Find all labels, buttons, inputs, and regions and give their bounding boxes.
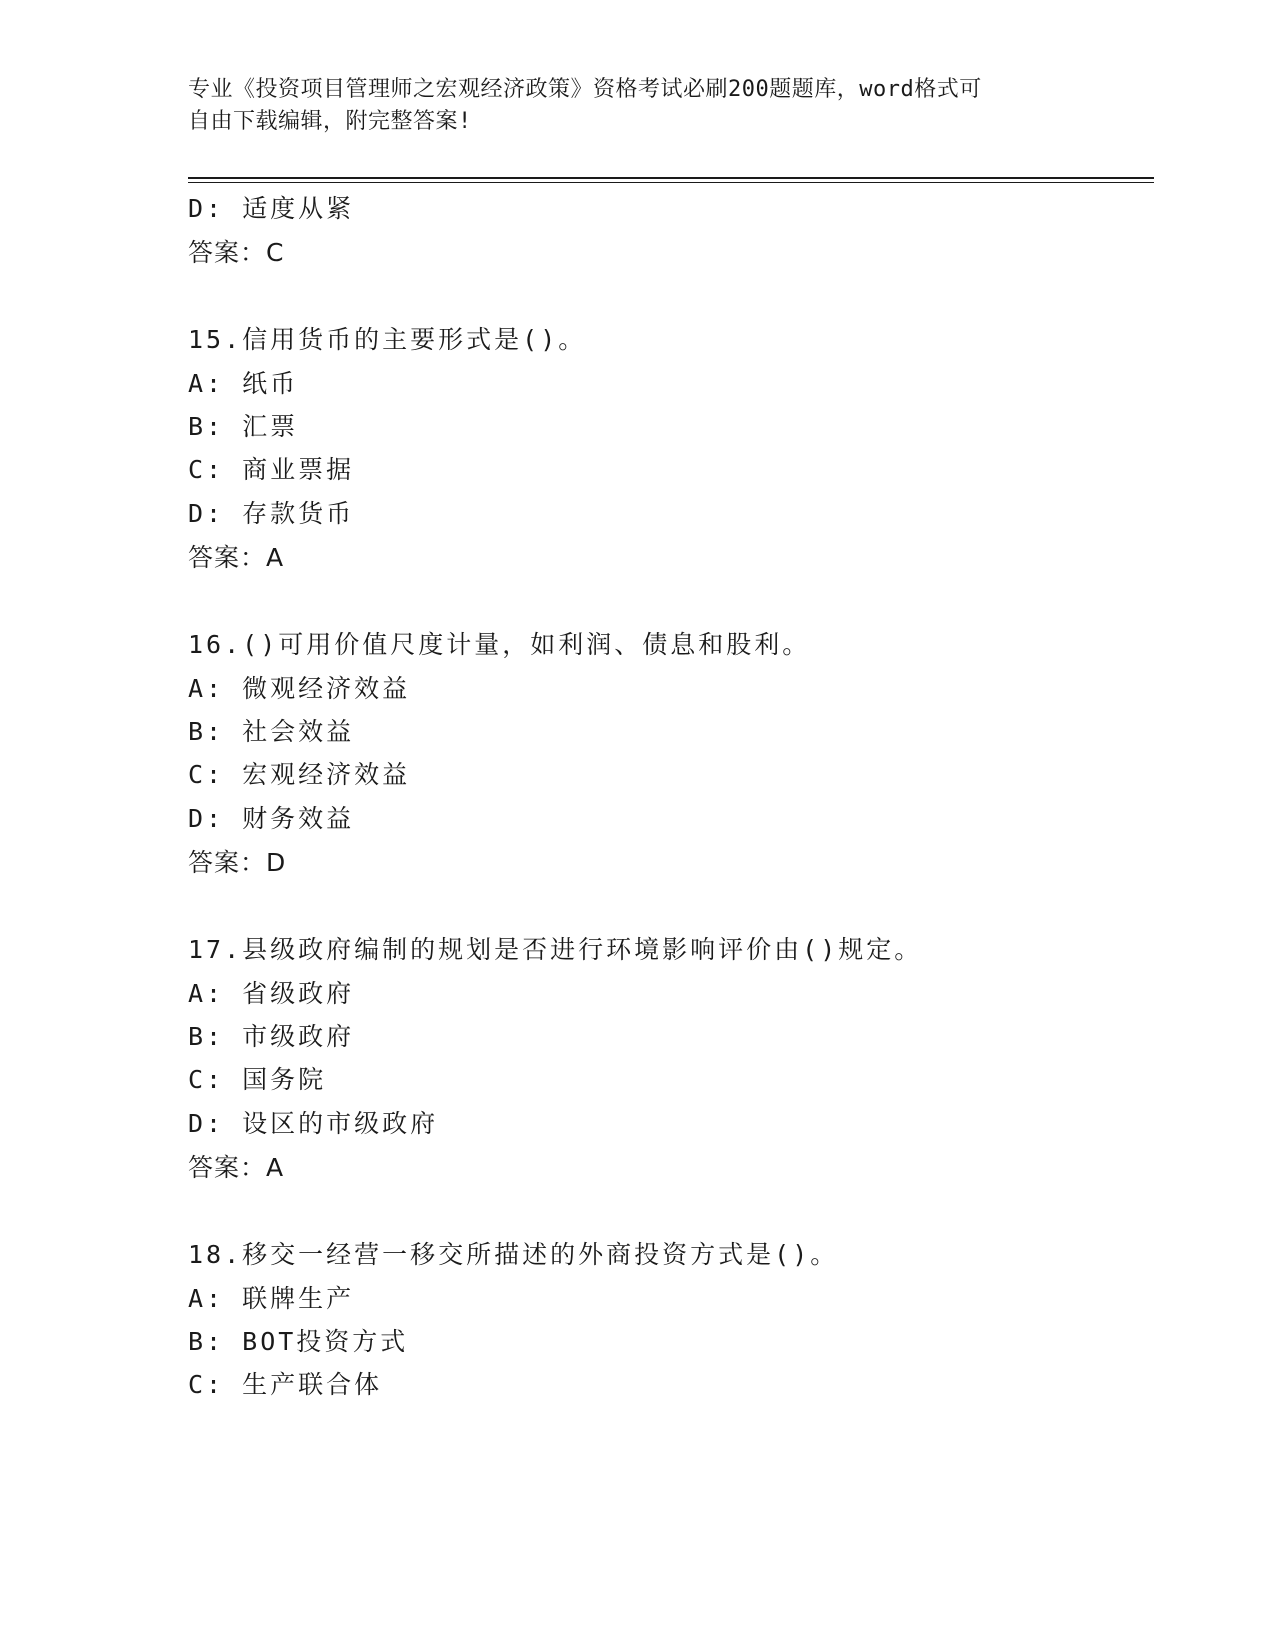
prev-option-d: D: 适度从紧 [188, 194, 355, 223]
q16-option-d: D: 财务效益 [188, 804, 355, 833]
header-line-2: 自由下载编辑，附完整答案! [188, 109, 472, 134]
header-line-1: 专业《投资项目管理师之宏观经济政策》资格考试必刷200题题库，word格式可 [188, 77, 982, 102]
header-divider-thick [188, 177, 1154, 179]
q16-option-a: A: 微观经济效益 [188, 674, 411, 703]
q15-option-c: C: 商业票据 [188, 455, 355, 484]
q17-answer: 答案：A [188, 1153, 285, 1182]
q18-stem: 18.移交一经营一移交所描述的外商投资方式是()。 [188, 1240, 839, 1269]
q15-option-a: A: 纸币 [188, 369, 299, 398]
q15-option-d: D: 存款货币 [188, 499, 355, 528]
q16-option-b: B: 社会效益 [188, 717, 355, 746]
q17-option-c: C: 国务院 [188, 1065, 327, 1094]
q17-option-a: A: 省级政府 [188, 979, 355, 1008]
document-header [188, 74, 1088, 138]
q16-option-c: C: 宏观经济效益 [188, 760, 411, 789]
q15-answer: 答案：A [188, 543, 285, 572]
q18-option-c: C: 生产联合体 [188, 1370, 383, 1399]
q18-option-a: A: 联牌生产 [188, 1284, 355, 1313]
q17-option-d: D: 设区的市级政府 [188, 1109, 439, 1138]
q15-stem: 15.信用货币的主要形式是()。 [188, 325, 587, 354]
q17-option-b: B: 市级政府 [188, 1022, 355, 1051]
q15-option-b: B: 汇票 [188, 412, 299, 441]
q16-stem: 16.()可用价值尺度计量，如利润、债息和股利。 [188, 630, 811, 659]
prev-answer: 答案：C [188, 238, 285, 267]
header-divider-thin [188, 182, 1154, 183]
q17-stem: 17.县级政府编制的规划是否进行环境影响评价由()规定。 [188, 935, 923, 964]
q16-answer: 答案：D [188, 848, 287, 877]
q18-option-b: B: BOT投资方式 [188, 1327, 409, 1356]
